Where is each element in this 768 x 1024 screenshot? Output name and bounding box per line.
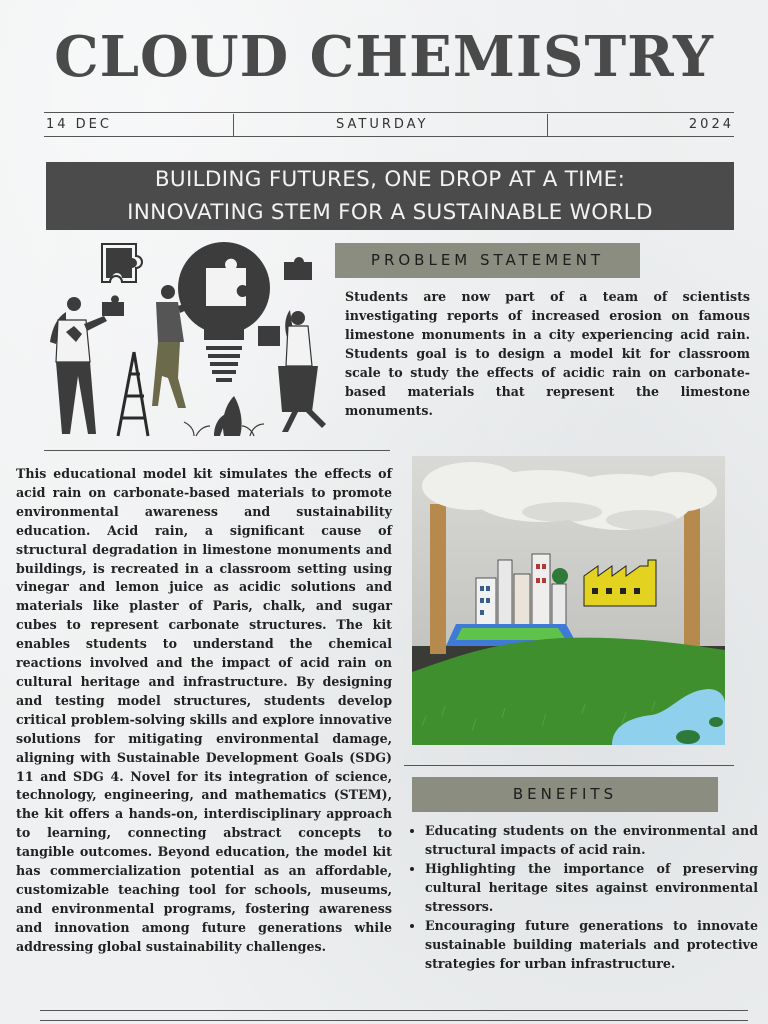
list-item: • Encouraging future generations to innovate sustainable building materials and protective strategies for urban infrastructure. <box>425 916 758 973</box>
divider <box>233 114 234 136</box>
bottom-rule <box>44 136 734 137</box>
footer-rule <box>40 1010 748 1011</box>
article-body: This educational model kit simulates the effects of acid rain on carbonate-based materials to promote environmental awareness and sustainability education. Acid rain, a significant cause of structural degradation in limestone monuments and buildings, is recreated in a classroom setting using vinegar and lemon juice as acidic solutions and materials like plaster of Paris, chalk, and sugar cubes to represent carbonate structures. The kit enables students to understand the chemical reactions involved and the impact of acid rain on cultural heritage and infrastructure. By designing and testing model structures, students develop critical problem-solving skills and explore innovative solutions for mitigating environmental damage, aligning with Sustainable Development Goals (SDG) 11 and SDG 4. Novel for its integration of science, technology, engineering, and mathematics (STEM), the kit offers a hands-on, interdisciplinary approach to learning, connecting abstract concepts to tangible outcomes. Beyond education, the model kit has commercialization potential as an affordable, customizable teaching tool for schools, museums, and environmental programs, fostering awareness and innovation among future generations while addressing global sustainability challenges. <box>16 466 392 954</box>
footer-rule-2 <box>40 1020 748 1021</box>
benefits-heading: BENEFITS <box>412 777 718 812</box>
list-item: • Highlighting the importance of preserving cultural heritage sites against environmental stressors. <box>425 859 758 916</box>
date-year: 2024 <box>688 117 734 132</box>
date-day: 14 DEC <box>46 117 112 132</box>
dateline <box>44 114 734 136</box>
problem-statement-text: Students are now part of a team of scientists investigating reports of increased erosion on famous limestone monuments in a city experiencing acid rain. Students goal is to design a model kit for classroom scale to study the effects of acidic rain on carbonate-based materials that represent the limestone monuments. <box>345 289 750 418</box>
date-weekday: SATURDAY <box>336 117 429 132</box>
team-lightbulb-illustration <box>44 240 340 440</box>
top-rule <box>44 112 734 113</box>
list-item: • Educating students on the environmental and structural impacts of acid rain. <box>425 821 758 859</box>
article-rule <box>44 450 390 451</box>
benefits-rule <box>404 765 734 766</box>
benefits-list <box>408 821 758 973</box>
headline-line-2: INNOVATING STEM FOR A SUSTAINABLE WORLD <box>127 200 653 225</box>
headline-line-1: BUILDING FUTURES, ONE DROP AT A TIME: <box>154 167 626 192</box>
masthead-title: CLOUD CHEMISTRY <box>54 24 714 90</box>
problem-statement-heading: PROBLEM STATEMENT <box>335 243 640 278</box>
divider <box>547 114 548 136</box>
headline-banner <box>46 162 734 230</box>
model-kit-photo <box>412 456 725 745</box>
